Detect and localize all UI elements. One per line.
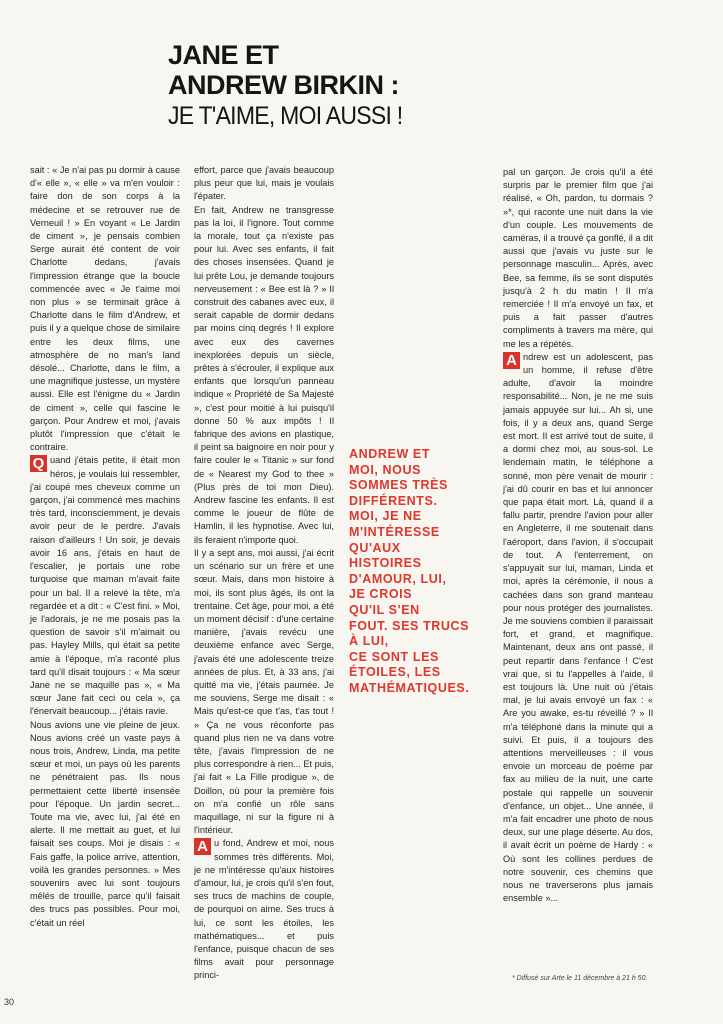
text-column-1	[30, 164, 180, 994]
pull-quote-line: À LUI,	[349, 634, 389, 649]
drop-cap: A	[194, 838, 211, 855]
column-1-paragraph-2	[30, 454, 180, 718]
pull-quote-line: MOI, NOUS	[349, 462, 422, 477]
column-2-paragraph-4	[194, 837, 334, 982]
drop-cap: Q	[30, 455, 47, 472]
column-2-paragraph-4-text: u fond, Andrew et moi, nous sommes très différents. Moi, je ne m'intéresse qu'aux histoires d'amour, lui, je crois qu'il s'en fout, ses trucs de machins de couple, de pourquoi on aime. Ses trucs à lui, ce sont les étoiles, les mathématiques... et puis l'enfance, puisque chacun de ses films avait pour personnage princi-	[194, 838, 334, 981]
pull-quote-line: SOMMES TRÈS	[349, 478, 448, 493]
column-3-paragraph-1: pal un garçon. Je crois qu'il a été surpris par le premier film que j'ai réalisé, « Oh, pardon, tu dormais ? »*, qui raconte une nuit dans la vie d'un couple. Les mouvements de caméras, il a trouvé ça gonflé, il a dit aussi que j'avais vu juste sur le personnage masculin... Après, avec Bee, sa femme, ils se sont disputés jusqu'à 2 h du matin ! Il m'a remerciée ! Il m'a envoyé un fax, et puis a fait passer d'autres compliments à travers ma mère, qui me les a répétés.	[503, 167, 653, 349]
text-column-2	[194, 164, 334, 981]
column-2-paragraph-3: Il y a sept ans, moi aussi, j'ai écrit un scénario sur un frère et une sœur. Mais, dans mon histoire à moi, ils sont plus âgés, ils ont la trentaine. Cet âge, pour moi, a été un moment décisif : d'une certaine manière, j'avais revécu une deuxième enfance avec Serge, j'avais été une adolescente treize années de plus. Et, à 33 ans, j'ai quitté ma vie, j'étais paumée. Je me souviens, Serge me disait : « Mais qu'est-ce que t'as, t'as tout ! » Ça ne vous réconforte pas quand plus rien ne va dans votre tête, j'avais l'impression de ne plus correspondre à rien... Et puis, j'ai fait « La Fille prodigue », de Doillon, où pour la première fois on m'a confié un rôle sans maquillage, ni sur la figure ni à l'intérieur.	[194, 547, 334, 836]
pull-quote-line: FOUT. SES TRUCS	[349, 618, 470, 633]
column-1-paragraph-2-text: uand j'étais petite, il était mon héros, je voulais lui ressembler, j'ai coupé mes cheveux comme un garçon, j'ai commencé mes machins très tard, inconsciemment, je devais avoir peur de le perdre. J'avais raison d'ailleurs ! Un soir, je devais avoir 16 ans, j'étais en haut de l'escalier, je portais une robe turquoise que maman m'avait faite pour un bal. Il a relevé la tête, m'a regardée et a dit : « C'est fini. » Moi, je l'adorais, je ne me posais pas la question de savoir s'il m'aimait ou pas. Hayley Mills, qui était sa petite amie à l'époque, m'a raconté plus tard qu'il disait toujours : « Ma sœur Jane ne se maquille pas », « Ma sœur Jane fait ceci ou cela », ça l'énervait beaucoup... j'étais ravie.	[30, 455, 180, 717]
pull-quote-line: ÉTOILES, LES	[349, 665, 441, 680]
column-3-paragraph-2-text: ndrew est un adolescent, pas un homme, il refuse d'être adulte, d'avoir la moindre responsabilité... Non, je ne me suis jamais appuyée sur lui... Ah si, une fois, il y a deux ans, quand Serge est mort. Il est arrivé tout de suite, il a dormi chez moi, au sous-sol. Le lendemain matin, le téléphone a sonné, mon père venait de mourir : j'ai dû courir en bas et lui annoncer que papa était mort. Là, quand il a fallu partir, prendre l'avion pour aller en Angleterre, il me soutenait dans l'aéroport, dans l'avion, il s'occupait de tout. A l'enterrement, on s'appuyait sur lui, maman, Linda et moi, après la cérémonie, il nous a cachées dans son grand manteau pour nous protéger des journalistes. Je me souviens combien il paraissait fort, et grand, et magnifique. Maintenant, deux ans ont passé, il peut repartir dans l'enfance ! C'est vrai que, si tu l'appelles à l'aide, il est toujours là. Une nuit où j'étais mal, je lui avais envoyé un fax : « Are you awake, es-tu réveillé ? » Il m'a téléphoné dans la minute qui a suivi. Et puis, il a toujours des attentions merveilleuses : il vous envoie un morceau de poème par fax au milieu de la nuit, une carte postale qui rappelle un souvenir d'enfance, un objet... Une année, il m'a fait encadrer une photo de nous deux, sur une plage déserte. Au dos, il avait écrit un poème de Hardy : « Où sont les collines perdues de notre souvenir, ces chemins que nous ne traverserons plus jamais ensemble »...	[503, 351, 653, 904]
column-1-paragraph-1: sait : « Je n'ai pas pu dormir à cause d'« elle », « elle » va m'en vouloir : faire don de son corps à la médecine et se retrouver rue de Verneuil ! » En voyant « Le Jardin de ciment », je pensais combien Serge aurait été content de voir Charlotte dedans, j'avais l'impression étrange que la boucle commencée avec « Je t'aime moi non plus » se terminait grâce à Charlotte dans le film d'Andrew, et puis il y a quelque chose de similaire entre les deux films, une atmosphère de no man's land désolé... Charlotte, dans le film, a une magnifique justesse, un mystère aussi. Elle est l'énigme du « Jardin de ciment », celle qui fascine le garçon. Pour Andrew et moi, j'avais plutôt l'impression que c'était le contraire.	[30, 165, 180, 453]
text-column-3	[503, 166, 653, 971]
column-3-paragraph-2	[503, 351, 653, 906]
title-line-1: JANE ET	[168, 40, 279, 70]
pull-quote-line: DIFFÉRENTS.	[349, 493, 438, 508]
pull-quote-line: CE SONT LES	[349, 649, 439, 664]
pull-quote	[349, 447, 489, 697]
pull-quote-line: JE CROIS	[349, 587, 413, 602]
article-subtitle: JE T'AIME, MOI AUSSI !	[168, 102, 403, 130]
pull-quote-line: QU'IL S'EN	[349, 602, 420, 617]
column-1-paragraph-3: Nous avions une vie pleine de jeux. Nous avions créé un vaste pays à nous trois, Andrew, Linda, ma petite sœur et moi, un pays où les parents ne pénétraient pas. Ils nous permettaient cette liberté insensée pour l'époque. Un jardin secret... Toute ma vie, avec lui, j'ai été en alerte. Il me mettait au guet, et lui faisait ses coups. Moi je disais : « Fais gaffe, la police arrive, attention, voilà les grandes personnes. » Mes souvenirs avec lui sont toujours mêlés de trouille, parce qu'il faisait des trucs pas possibles. Pour moi, c'était un réel	[30, 719, 180, 928]
pull-quote-line: ANDREW ET	[349, 447, 431, 461]
column-2-paragraph-1: effort, parce que j'avais beaucoup plus peur que lui, mais je voulais l'épater.	[194, 165, 334, 202]
page-number: 30	[4, 997, 15, 1007]
pull-quote-line: MOI, JE NE	[349, 509, 422, 524]
pull-quote-line: QU'AUX	[349, 540, 401, 555]
pull-quote-line: MATHÉMATIQUES.	[349, 680, 470, 695]
title-line-2: ANDREW BIRKIN :	[168, 70, 399, 100]
footnote: * Diffusé sur Arte le 11 décembre à 21 h 50.	[512, 975, 648, 982]
pull-quote-line: HISTOIRES	[349, 556, 422, 571]
drop-cap: A	[503, 352, 520, 369]
pull-quote-line: D'AMOUR, LUI,	[349, 571, 447, 586]
article-title	[168, 40, 498, 132]
pull-quote-line: M'INTÉRESSE	[349, 524, 440, 539]
column-2-paragraph-2: En fait, Andrew ne transgresse pas la loi, il l'ignore. Tout comme la morale, tout ça n'existe pas pour lui. Avec ses enfants, il fait des choses insensées. Quand je lui prête Lou, je demande toujours nerveusement : « Bee est là ? » Il construit des cabanes avec eux, il serait capable de dormir dedans par moins cinq degrés ! Il explore avec eux des cavernes inexplorées depuis un siècle, prêtes à s'écrouler, il explique aux enfants que lorsqu'un panneau indique « Propriété de Sa Majesté », c'est pour moitié à lui puisqu'il donne 50 % aux impôts ! Il fabrique des avions en plastique, il peint sa baignoire en noir pour y faire couler le « Titanic » sur fond de « Nearest my God to thee » (Plus près de toi mon Dieu). Andrew fascine les enfants. Il est comme le joueur de flûte de Hamlin, il les hypnotise. Avec lui, ils feraient n'importe quoi.	[194, 204, 334, 545]
